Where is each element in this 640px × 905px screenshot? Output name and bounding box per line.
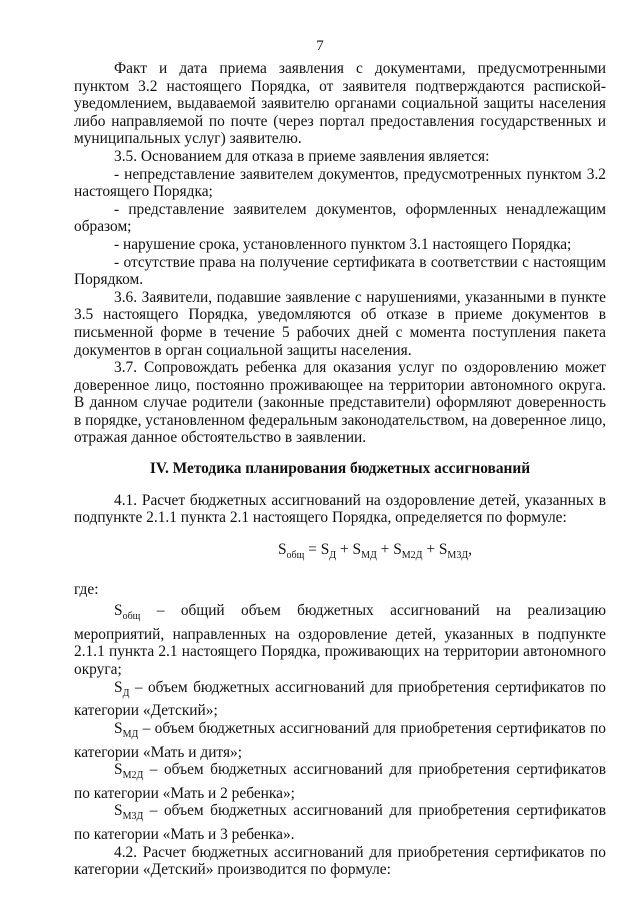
section-heading: IV. Методика планирования бюджетных ассигнований [149,460,531,478]
paragraph-3-7: 3.7. Сопровождать ребенка для оказания услуг по оздоровлению может доверенное лицо, постоянно проживающее на территории автономного округа. В данном случае родители (законные представители) оформляют доверенность в порядке, установленном федеральным законодательством, на доверенное лицо, отражая данное обстоятельство в заявлении. [74,359,606,447]
list-item-improper-documents: - представление заявителем документов, оформленных ненадлежащим образом; [74,200,606,236]
definition-s-mother-child: $S_{МД}$ – объем бюджетных ассигнований для приобретения сертификатов по категории «Мать и дитя»; [74,719,606,761]
paragraph-3-6: 3.6. Заявители, подавшие заявление с нарушениями, указанными в пункте 3.5 настоящего Порядка, уведомляются об отказе в приеме документов в письменной форме в течение 5 рабочих дней с момента поступления пакета документов в орган социальной защиты населения. [74,288,606,359]
paragraph-receipt-confirmation: Факт и дата приема заявления с документами, предусмотренными пунктом 3.2 настоящего Порядка, от заявителя подтверждаются распиской-уведомлением, выдаваемой заявителю органами социальной защиты населения либо направляемой по почте (через портал предоставления государственных и муниципальных услуг) заявителю. [74,60,606,148]
document-body [74,60,606,879]
formula-total: $S_{общ} = S_Д + S_{МД} + S_{М2Д} + S_{М3Д}$, [277,540,472,561]
definition-s-mother-2-children: $S_{М2Д}$ – объем бюджетных ассигнований для приобретения сертификатов по категории «Мать и 2 ребенка»; [74,761,606,802]
page-number: 7 [316,38,324,54]
definition-s-child: $S_Д$ – объем бюджетных ассигнований для приобретения сертификатов по категории «Детский»; [74,678,606,720]
list-item-deadline-violation: - нарушение срока, установленного пунктом 3.1 настоящего Порядка; [114,235,572,253]
list-item-no-right: - отсутствие права на получение сертификата в соответствии с настоящим Порядком. [74,253,606,289]
definition-s-mother-3-children: $S_{М3Д}$ – объем бюджетных ассигнований для приобретения сертификатов по категории «Мать и 3 ребенка». [74,802,606,844]
paragraph-4-1: 4.1. Расчет бюджетных ассигнований на оздоровление детей, указанных в подпункте 2.1.1 пункта 2.1 настоящего Порядка, определяется по формуле: [74,491,606,527]
paragraph-4-2: 4.2. Расчет бюджетных ассигнований для приобретения сертификатов по категории «Детский» производится по формуле: [74,843,606,879]
where-label: где: [74,580,99,598]
paragraph-3-5: 3.5. Основанием для отказа в приеме заявления является: [114,147,490,165]
list-item-no-documents: - непредставление заявителем документов, предусмотренных пунктом 3.2 настоящего Порядка; [74,165,606,201]
definition-s-total: $S_{общ}$ – общий объем бюджетных ассигнований на реализацию мероприятий, направленных на оздоровление детей, указанных в подпункте 2.1.1 пункта 2.1 настоящего Порядка, проживающих на территории автономного округа; [74,602,606,678]
